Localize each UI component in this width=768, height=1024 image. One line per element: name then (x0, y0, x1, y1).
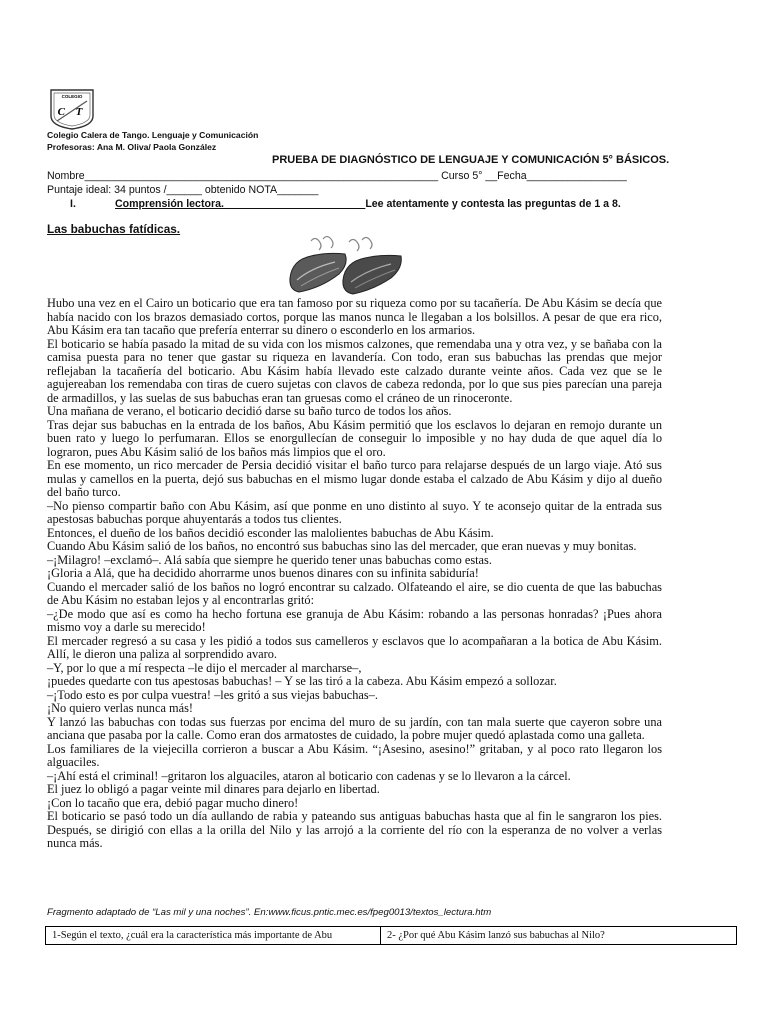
story-paragraph: –Y, por lo que a mí respecta –le dijo el mercader al marcharse–, (47, 660, 362, 675)
section-heading (70, 198, 621, 210)
story-title: Las babuchas fatídicas. (47, 222, 181, 236)
story-paragraph: El mercader regresó a su casa y les pidió a todos sus camelleros y esclavos que lo acompañaran a la botica de Abu Kásim. Allí, le dieron una paliza al sorprendido avaro. (47, 633, 662, 661)
story-paragraph: Tras dejar sus babuchas en la entrada de los baños, Abu Kásim permitió que los esclavos lo dejaran en remojo durante un buen rato y luego lo perfumaran. Ellos se enorgullecían de conseguir lo imposible y no hay duda de que aquel día lo lograron, pues Abu Kásim salió de los baños más limpios que el oro. (47, 417, 662, 459)
question-1: 1-Según el texto, ¿cuál era la característica más importante de Abu (46, 927, 381, 945)
slippers-illustration (287, 236, 405, 296)
story-text (47, 297, 662, 851)
source-citation: Fragmento adaptado de “Las mil y una noches”. En:www.ficus.pntic.mec.es/fpeg0013/textos_lectura.htm (47, 907, 492, 918)
name-course-date-line: Nombre____________________________________________________________ Curso 5° __Fecha_________________ (47, 170, 627, 182)
section-title: Comprensión lectora.________________________ (115, 198, 366, 210)
section-number: I. (70, 198, 76, 210)
story-paragraph: Los familiares de la viejecilla corrieron a buscar a Abu Kásim. “¡Asesino, asesino!” gritaban, y al poco rato llegaron los alguaciles. (47, 741, 662, 769)
story-paragraph: En ese momento, un rico mercader de Persia decidió visitar el baño turco para relajarse después de un largo viaje. Ató sus mulas y camellos en la puerta, dejó sus babuchas en el mismo lugar donde estaba el calzado de Abu Kásim y dijo al dueño del baño turco. (47, 458, 662, 499)
logo-letters: C T (57, 106, 87, 118)
story-paragraph: –¡Ahí está el criminal! –gritaron los alguaciles, ataron al boticario con cadenas y se lo llevaron a la cárcel. (47, 768, 571, 783)
logo-text: COLEGIO (61, 94, 83, 99)
story-paragraph: Entonces, el dueño de los baños decidió esconder las malolientes babuchas de Abu Kásim. (47, 525, 494, 540)
question-2: 2- ¿Por qué Abu Kásim lanzó sus babuchas al Nilo? (381, 927, 737, 945)
section-instruction: Lee atentamente y contesta las preguntas de 1 a 8. (365, 198, 621, 210)
story-paragraph: Hubo una vez en el Cairo un boticario que era tan famoso por su riqueza como por su tacañería. De Abu Kásim se decía que había nacido con los brazos demasiado cortos, porque las manos nunca le llegaban a los bolsillos. A pesar de que era rico, Abu Kásim era tan tacaño que prefería enterrar su dinero o esconderlo en los armarios. (47, 296, 662, 337)
story-paragraph: Y lanzó las babuchas con todas sus fuerzas por encima del muro de su jardín, con tan mala suerte que cayeron sobre una anciana que pasaba por la calle. Como eran dos armatostes de cuidado, la pobre mujer quedó aplastada como una galleta. (47, 714, 662, 742)
story-paragraph: Cuando Abu Kásim salió de los baños, no encontró sus babuchas sino las del mercader, que eran nuevas y muy bonitas. (47, 539, 637, 553)
school-name: Colegio Calera de Tango. Lenguaje y Comunicación (47, 130, 259, 140)
story-paragraph: Una mañana de verano, el boticario decidió darse su baño turco de todos los años. (47, 404, 452, 418)
story-paragraph: –No pienso compartir baño con Abu Kásim, así que ponme en uno distinto al suyo. Y te aconsejo quitar de la entrada sus apestosas babuchas porque ahuyentarás a todos tus clientes. (47, 498, 662, 526)
story-paragraph: El boticario se había pasado la mitad de su vida con los mismos calzones, que remendaba una y otra vez, y se bañaba con la camisa puesta para no tener que gastar su riqueza en lavandería. Con todo, eran sus babuchas las prendas que mejor reflejaban la tacañería del boticario. Abu Kásim había llevado este calzado durante veinte años. Cada vez que se le agujereaban los remendaba con tiras de cuero sujetas con clavos de cabeza redonda, por lo que sus pies parecían una pareja de armadillos, y las suelas de sus babuchas eran tan gruesas como el cráneo de un rinoceronte. (47, 336, 662, 405)
story-paragraph: –¡Milagro! –exclamó–. Alá sabía que siempre he querido tener unas babuchas como estas. (47, 552, 492, 567)
story-paragraph: ¡Gloria a Alá, que ha decidido ahorrarme unos buenos dinares con su infinita sabiduría! (47, 566, 479, 580)
story-paragraph: ¡No quiero verlas nunca más! (47, 701, 194, 715)
story-paragraph: Cuando el mercader salió de los baños no logró encontrar su calzado. Olfateando el aire, se dio cuenta de que las babuchas de Abu Kásim no estaban lejos y al encontrarlas gritó: (47, 579, 662, 607)
story-paragraph: –¡Todo esto es por culpa vuestra! –les gritó a sus viejas babuchas–. (47, 687, 378, 702)
score-line: Puntaje ideal: 34 puntos /______ obtenido NOTA_______ (47, 184, 319, 196)
story-paragraph: –¿De modo que así es como ha hecho fortuna ese granuja de Abu Kásim: robando a las personas honradas? ¡Pues ahora mismo voy a darle su merecido! (47, 606, 662, 634)
test-title: PRUEBA DE DIAGNÓSTICO DE LENGUAJE Y COMUNICACIÓN 5° BÁSICOS. (272, 154, 670, 166)
school-logo (47, 88, 97, 130)
story-paragraph: El boticario se pasó todo un día aullando de rabia y pateando sus antiguas babuchas hasta que al fin le sangraron los pies. Después, se dirigió con ellas a la orilla del Nilo y las arrojó a la corriente del río con la esperanza de no volver a verlas nunca más. (47, 809, 662, 850)
teachers-line: Profesoras: Ana M. Oliva/ Paola González (47, 142, 217, 152)
story-paragraph: ¡Con lo tacaño que era, debió pagar mucho dinero! (47, 795, 299, 810)
table-row (46, 927, 737, 945)
story-paragraph: El juez lo obligó a pagar veinte mil dinares para dejarlo en libertad. (47, 782, 380, 796)
story-paragraph: ¡puedes quedarte con tus apestosas babuchas! – Y se las tiró a la cabeza. Abu Kásim empezó a sollozar. (47, 674, 557, 688)
questions-table (45, 926, 737, 945)
